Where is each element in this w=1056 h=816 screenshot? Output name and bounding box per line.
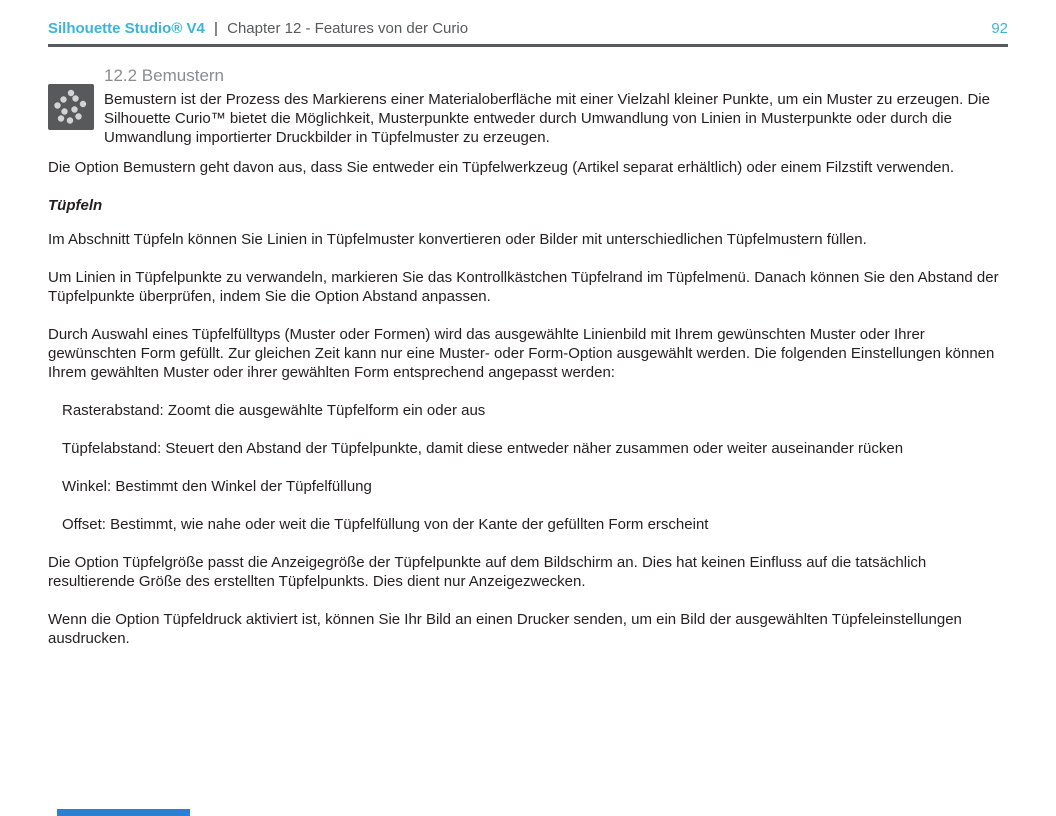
setting-tuepfelabstand: Tüpfelabstand: Steuert den Abstand der Tüpfelpunkte, damit diese entweder näher zusammen oder weiter auseinander rücken xyxy=(62,440,904,457)
section-bemustern xyxy=(48,66,1008,147)
footer-accent-bar xyxy=(57,809,190,816)
header-rule xyxy=(48,44,1008,47)
setting-winkel: Winkel: Bestimmt den Winkel der Tüpfelfüllung xyxy=(62,478,372,495)
paragraph-tuepfelgroesse: Die Option Tüpfelgröße passt die Anzeigegröße der Tüpfelpunkte auf dem Bildschirm an. Dies hat keinen Einfluss auf die tatsächlich resultierende Größe des erstellten Tüpfelpunkts. Dies dient nur Anzeigezwecken. xyxy=(48,554,927,590)
paragraph-tuepfelfuelltyp: Durch Auswahl eines Tüpfelfülltyps (Muster oder Formen) wird das ausgewählte Linienbild mit Ihrem gewünschten Muster oder Ihrer gewünschten Form gefüllt. Zur gleichen Zeit kann nur eine Muster- oder Form-Option ausgewählt werden. Die folgenden Einstellungen können Ihrem gewählten Muster oder ihrer gewählten Form entsprechend angepasst werden: xyxy=(48,326,995,381)
setting-offset: Offset: Bestimmt, wie nahe oder weit die Tüpfelfüllung von der Kante der gefüllten Form erscheint xyxy=(62,516,709,533)
section-intro-paragraph: Bemustern ist der Prozess des Markierens einer Materialoberfläche mit einer Vielzahl kleiner Punkte, um ein Muster zu erzeugen. Die Silhouette Curio™ bietet die Möglichkeit, Musterpunkte entweder durch Umwandlung von Linien in Musterpunkte oder durch die Umwandlung importierter Druckbilder in Tüpfelmuster zu erzeugen. xyxy=(104,91,990,146)
paragraph-abschnitt-tuepfeln: Im Abschnitt Tüpfeln können Sie Linien in Tüpfelmuster konvertieren oder Bilder mit unterschiedlichen Tüpfelmustern füllen. xyxy=(48,231,867,248)
brand-title: Silhouette Studio® V4 xyxy=(48,20,205,37)
subheading-tuepfeln: Tüpfeln xyxy=(48,197,103,214)
setting-rasterabstand: Rasterabstand: Zoomt die ausgewählte Tüpfelform ein oder aus xyxy=(62,402,486,419)
settings-list xyxy=(62,401,1008,534)
chapter-title: Chapter 12 - Features von der Curio xyxy=(227,20,469,37)
page-content xyxy=(48,66,1008,667)
page-header xyxy=(48,20,1008,37)
stipple-dots-icon xyxy=(48,84,94,130)
paragraph-tuepfeldruck: Wenn die Option Tüpfeldruck aktiviert ist, können Sie Ihr Bild an einen Drucker senden, um ein Bild der ausgewählten Tüpfeleinstellungen ausdrucken. xyxy=(48,611,962,647)
section-text xyxy=(104,66,1008,147)
page-number: 92 xyxy=(991,20,1008,37)
section-title: 12.2 Bemustern xyxy=(104,66,225,85)
paragraph-tuepfelrand: Um Linien in Tüpfelpunkte zu verwandeln, markieren Sie das Kontrollkästchen Tüpfelrand im Tüpfelmenü. Danach können Sie den Abstand der Tüpfelpunkte überprüfen, indem Sie die Option Abstand anpassen. xyxy=(48,269,999,305)
header-separator: | xyxy=(213,20,219,37)
header-left xyxy=(48,20,468,37)
paragraph-option-bemustern: Die Option Bemustern geht davon aus, dass Sie entweder ein Tüpfelwerkzeug (Artikel separat erhältlich) oder einem Filzstift verwenden. xyxy=(48,159,955,176)
